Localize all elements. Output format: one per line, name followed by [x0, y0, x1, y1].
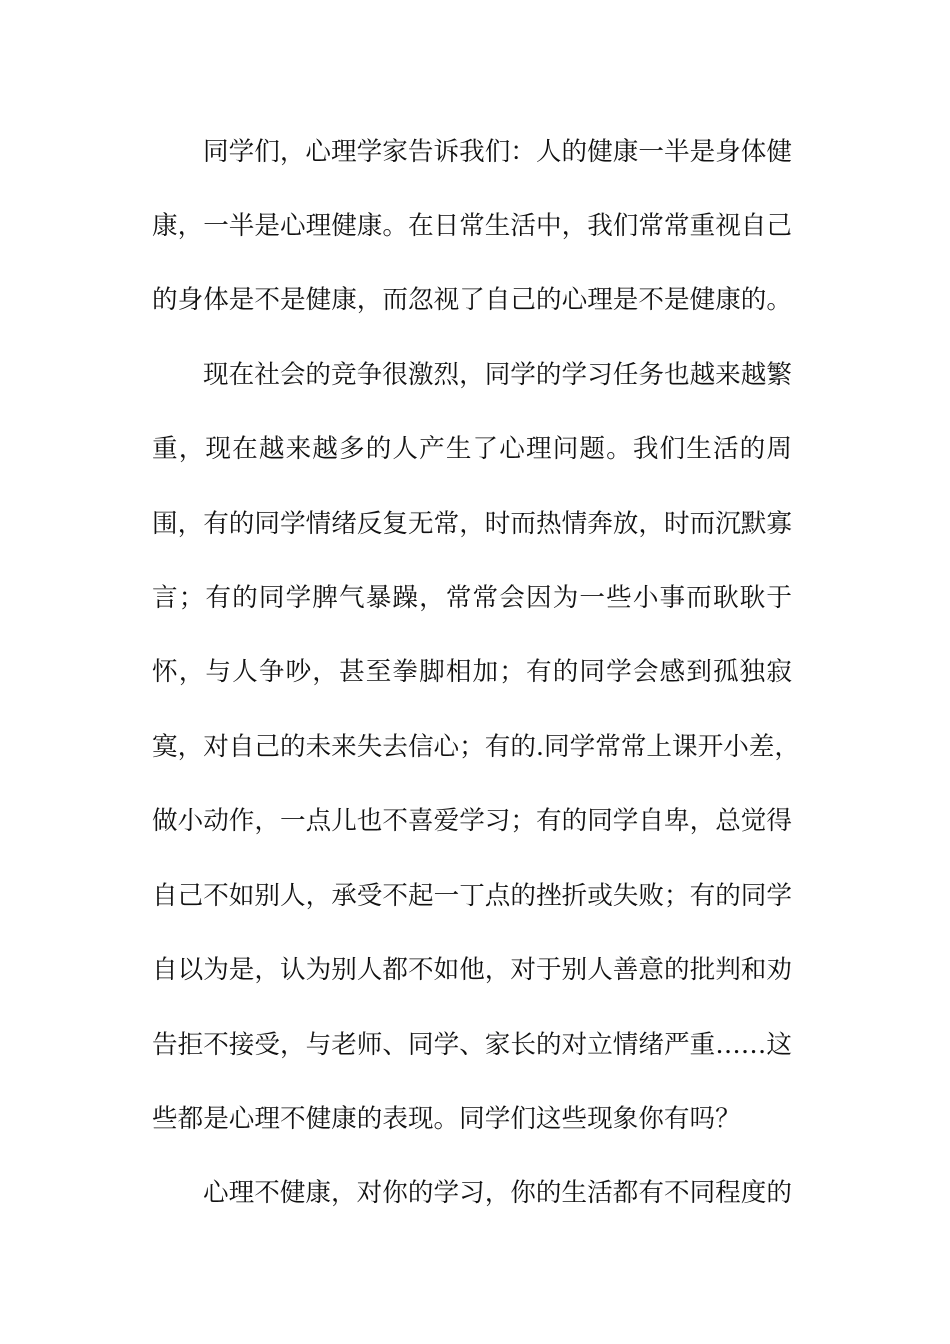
paragraph-2-line-7: 做小动作，一点儿也不喜爱学习；有的同学自卑，总觉得: [152, 806, 792, 836]
paragraph-2-line-5: 怀，与人争吵，甚至拳脚相加；有的同学会感到孤独寂: [152, 657, 792, 687]
paragraph-1-line-2: 康，一半是心理健康。在日常生活中，我们常常重视自己: [152, 211, 792, 241]
paragraph-2-line-11: 些都是心理不健康的表现。同学们这些现象你有吗？: [152, 1104, 741, 1134]
paragraph-2-line-3: 围，有的同学情绪反复无常，时而热情奔放，时而沉默寡: [152, 509, 792, 539]
paragraph-3-line-1: 心理不健康，对你的学习，你的生活都有不同程度的: [203, 1178, 792, 1208]
paragraph-2-line-2: 重，现在越来越多的人产生了心理问题。我们生活的周: [152, 434, 792, 464]
paragraph-2-line-1: 现在社会的竞争很激烈，同学的学习任务也越来越繁: [203, 360, 792, 390]
paragraph-2-line-9: 自以为是，认为别人都不如他，对于别人善意的批判和劝: [152, 955, 792, 985]
paragraph-2-line-10: 告拒不接受，与老师、同学、家长的对立情绪严重……这: [152, 1030, 792, 1060]
paragraph-2-line-4: 言；有的同学脾气暴躁，常常会因为一些小事而耿耿于: [152, 583, 792, 613]
paragraph-1-line-1: 同学们，心理学家告诉我们：人的健康一半是身体健: [203, 137, 792, 167]
paragraph-2-line-6: 寞，对自己的未来失去信心；有的.同学常常上课开小差，: [152, 732, 800, 762]
paragraph-2-line-8: 自己不如别人，承受不起一丁点的挫折或失败；有的同学: [152, 881, 792, 911]
paragraph-1-line-3: 的身体是不是健康，而忽视了自己的心理是不是健康的。: [152, 285, 792, 315]
